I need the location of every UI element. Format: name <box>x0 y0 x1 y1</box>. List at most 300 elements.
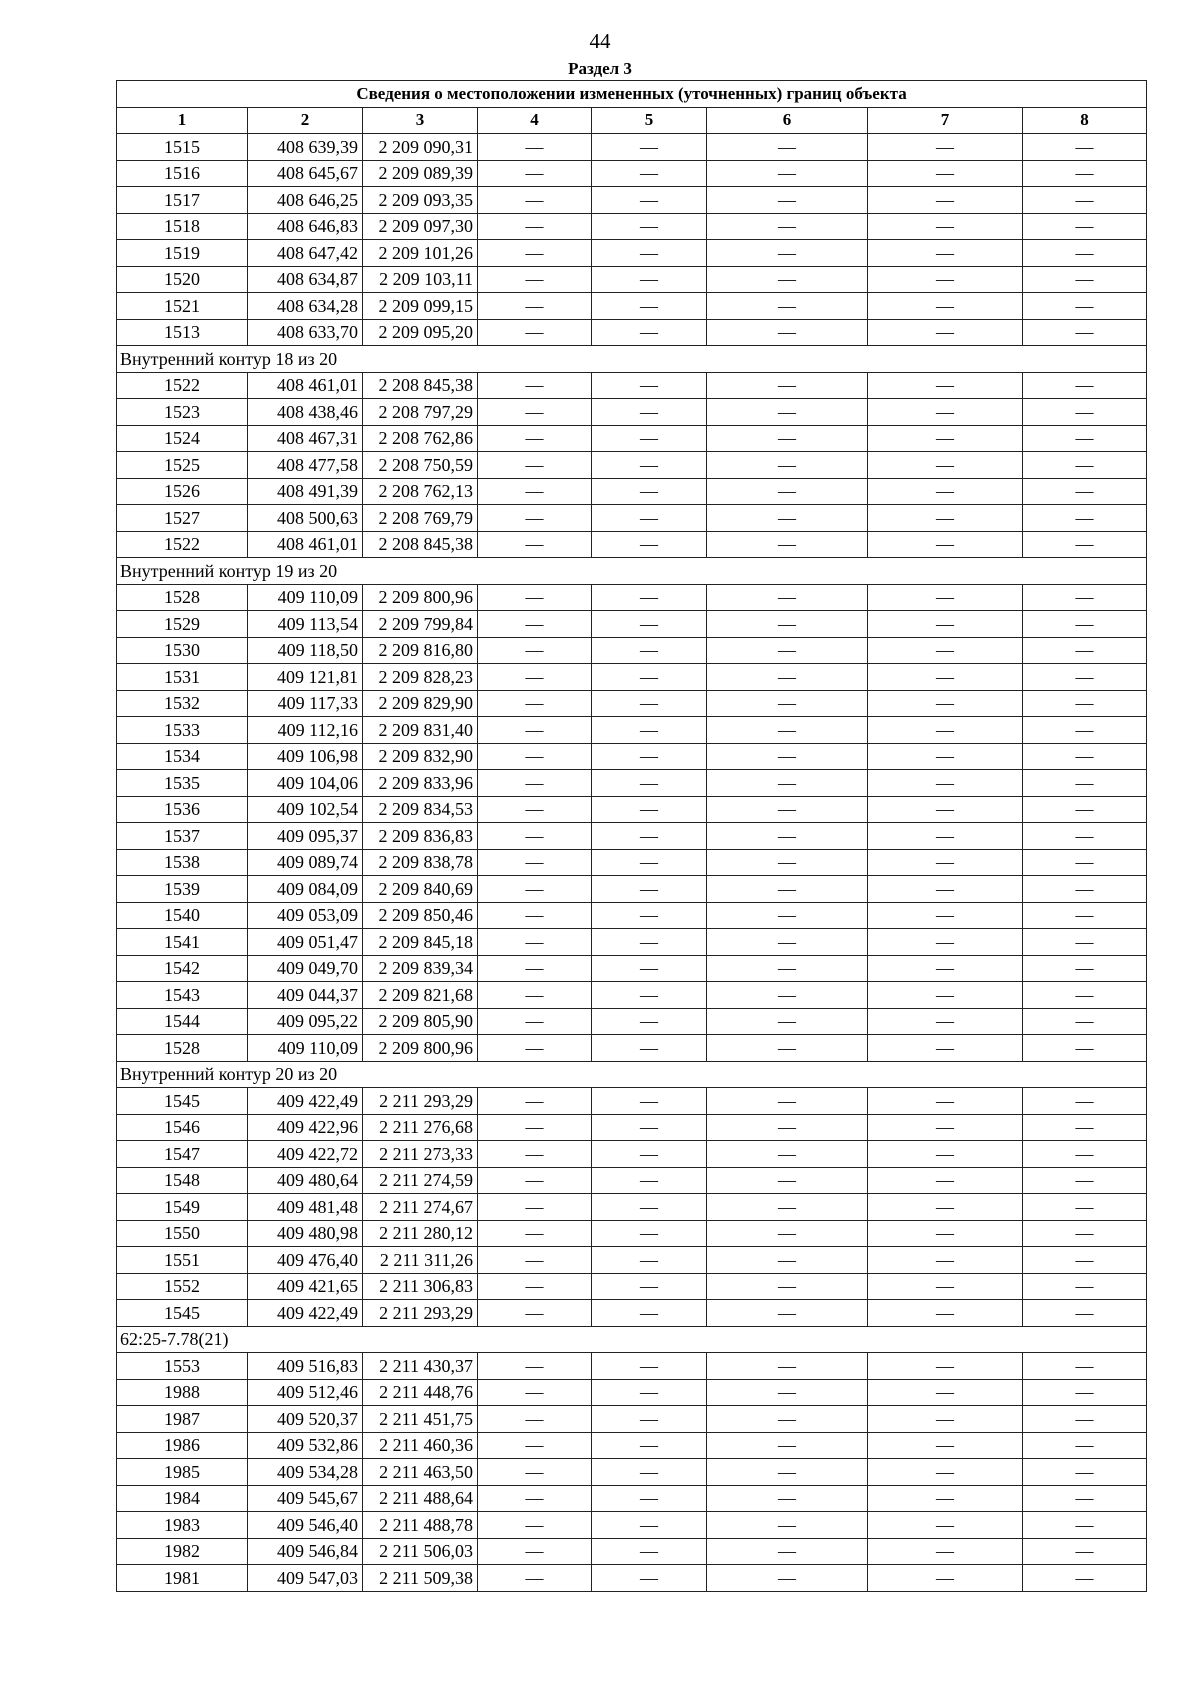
x-coordinate-cell: 408 639,39 <box>248 134 363 161</box>
empty-dash-cell: — <box>868 902 1023 929</box>
table-row <box>117 319 1147 346</box>
empty-dash-cell: — <box>478 1485 592 1512</box>
empty-dash-cell: — <box>707 478 868 505</box>
point-number-cell: 1515 <box>117 134 248 161</box>
empty-dash-cell: — <box>478 982 592 1009</box>
empty-dash-cell: — <box>478 240 592 267</box>
y-coordinate-cell: 2 211 274,67 <box>363 1194 478 1221</box>
point-number-cell: 1517 <box>117 187 248 214</box>
empty-dash-cell: — <box>1023 1512 1147 1539</box>
point-number-cell: 1530 <box>117 637 248 664</box>
point-number-cell: 1522 <box>117 531 248 558</box>
empty-dash-cell: — <box>868 372 1023 399</box>
y-coordinate-cell: 2 209 850,46 <box>363 902 478 929</box>
empty-dash-cell: — <box>1023 1406 1147 1433</box>
table-row <box>117 743 1147 770</box>
table-row <box>117 213 1147 240</box>
y-coordinate-cell: 2 209 101,26 <box>363 240 478 267</box>
empty-dash-cell: — <box>592 982 707 1009</box>
y-coordinate-cell: 2 209 832,90 <box>363 743 478 770</box>
empty-dash-cell: — <box>1023 1167 1147 1194</box>
point-number-cell: 1987 <box>117 1406 248 1433</box>
empty-dash-cell: — <box>592 1406 707 1433</box>
point-number-cell: 1983 <box>117 1512 248 1539</box>
point-number-cell: 1550 <box>117 1220 248 1247</box>
empty-dash-cell: — <box>707 399 868 426</box>
empty-dash-cell: — <box>868 743 1023 770</box>
x-coordinate-cell: 409 121,81 <box>248 664 363 691</box>
y-coordinate-cell: 2 211 293,29 <box>363 1300 478 1327</box>
empty-dash-cell: — <box>478 160 592 187</box>
empty-dash-cell: — <box>478 1353 592 1380</box>
contour-group-row <box>117 558 1147 585</box>
x-coordinate-cell: 408 634,28 <box>248 293 363 320</box>
empty-dash-cell: — <box>868 1406 1023 1433</box>
empty-dash-cell: — <box>868 266 1023 293</box>
empty-dash-cell: — <box>592 743 707 770</box>
empty-dash-cell: — <box>707 1167 868 1194</box>
empty-dash-cell: — <box>1023 982 1147 1009</box>
table-caption-row <box>117 81 1147 108</box>
point-number-cell: 1552 <box>117 1273 248 1300</box>
column-header-row <box>117 107 1147 134</box>
empty-dash-cell: — <box>592 1220 707 1247</box>
column-header-3: 3 <box>363 107 478 134</box>
empty-dash-cell: — <box>707 1114 868 1141</box>
x-coordinate-cell: 409 546,84 <box>248 1538 363 1565</box>
empty-dash-cell: — <box>707 637 868 664</box>
empty-dash-cell: — <box>592 240 707 267</box>
x-coordinate-cell: 409 546,40 <box>248 1512 363 1539</box>
table-caption: Сведения о местоположении измененных (уточненных) границ объекта <box>117 81 1147 108</box>
empty-dash-cell: — <box>478 849 592 876</box>
empty-dash-cell: — <box>707 1406 868 1433</box>
empty-dash-cell: — <box>868 1485 1023 1512</box>
empty-dash-cell: — <box>868 1035 1023 1062</box>
point-number-cell: 1534 <box>117 743 248 770</box>
table-row <box>117 160 1147 187</box>
table-row <box>117 717 1147 744</box>
y-coordinate-cell: 2 211 430,37 <box>363 1353 478 1380</box>
column-header-1: 1 <box>117 107 248 134</box>
empty-dash-cell: — <box>592 266 707 293</box>
empty-dash-cell: — <box>707 160 868 187</box>
empty-dash-cell: — <box>592 876 707 903</box>
empty-dash-cell: — <box>1023 160 1147 187</box>
table-row <box>117 876 1147 903</box>
empty-dash-cell: — <box>478 531 592 558</box>
empty-dash-cell: — <box>1023 1379 1147 1406</box>
empty-dash-cell: — <box>478 1538 592 1565</box>
point-number-cell: 1519 <box>117 240 248 267</box>
y-coordinate-cell: 2 209 828,23 <box>363 664 478 691</box>
empty-dash-cell: — <box>478 452 592 479</box>
empty-dash-cell: — <box>1023 213 1147 240</box>
empty-dash-cell: — <box>707 955 868 982</box>
contour-group-label: Внутренний контур 20 из 20 <box>117 1061 1147 1088</box>
table-row <box>117 1300 1147 1327</box>
empty-dash-cell: — <box>592 1565 707 1592</box>
empty-dash-cell: — <box>1023 770 1147 797</box>
y-coordinate-cell: 2 211 274,59 <box>363 1167 478 1194</box>
table-row <box>117 187 1147 214</box>
empty-dash-cell: — <box>868 1300 1023 1327</box>
empty-dash-cell: — <box>478 876 592 903</box>
empty-dash-cell: — <box>478 584 592 611</box>
x-coordinate-cell: 409 102,54 <box>248 796 363 823</box>
table-row <box>117 372 1147 399</box>
table-row <box>117 849 1147 876</box>
point-number-cell: 1513 <box>117 319 248 346</box>
empty-dash-cell: — <box>1023 319 1147 346</box>
empty-dash-cell: — <box>1023 690 1147 717</box>
empty-dash-cell: — <box>478 399 592 426</box>
empty-dash-cell: — <box>707 1485 868 1512</box>
boundary-coordinates-table <box>116 80 1147 1592</box>
empty-dash-cell: — <box>707 876 868 903</box>
empty-dash-cell: — <box>707 1194 868 1221</box>
empty-dash-cell: — <box>1023 293 1147 320</box>
x-coordinate-cell: 409 520,37 <box>248 1406 363 1433</box>
empty-dash-cell: — <box>1023 372 1147 399</box>
point-number-cell: 1526 <box>117 478 248 505</box>
y-coordinate-cell: 2 209 799,84 <box>363 611 478 638</box>
empty-dash-cell: — <box>707 213 868 240</box>
point-number-cell: 1527 <box>117 505 248 532</box>
empty-dash-cell: — <box>478 664 592 691</box>
empty-dash-cell: — <box>592 505 707 532</box>
empty-dash-cell: — <box>707 1565 868 1592</box>
empty-dash-cell: — <box>478 1035 592 1062</box>
table-row <box>117 1379 1147 1406</box>
x-coordinate-cell: 408 461,01 <box>248 372 363 399</box>
table-row <box>117 134 1147 161</box>
point-number-cell: 1522 <box>117 372 248 399</box>
empty-dash-cell: — <box>868 1220 1023 1247</box>
point-number-cell: 1538 <box>117 849 248 876</box>
empty-dash-cell: — <box>707 929 868 956</box>
point-number-cell: 1548 <box>117 1167 248 1194</box>
empty-dash-cell: — <box>868 1512 1023 1539</box>
x-coordinate-cell: 409 534,28 <box>248 1459 363 1486</box>
empty-dash-cell: — <box>707 1432 868 1459</box>
empty-dash-cell: — <box>707 743 868 770</box>
contour-group-row <box>117 1326 1147 1353</box>
empty-dash-cell: — <box>592 1459 707 1486</box>
empty-dash-cell: — <box>868 160 1023 187</box>
table-row <box>117 1194 1147 1221</box>
y-coordinate-cell: 2 209 833,96 <box>363 770 478 797</box>
y-coordinate-cell: 2 209 093,35 <box>363 187 478 214</box>
y-coordinate-cell: 2 208 769,79 <box>363 505 478 532</box>
empty-dash-cell: — <box>1023 478 1147 505</box>
empty-dash-cell: — <box>868 1273 1023 1300</box>
table-row <box>117 1406 1147 1433</box>
point-number-cell: 1541 <box>117 929 248 956</box>
table-row <box>117 1512 1147 1539</box>
table-row <box>117 796 1147 823</box>
empty-dash-cell: — <box>707 187 868 214</box>
empty-dash-cell: — <box>868 1194 1023 1221</box>
column-header-7: 7 <box>868 107 1023 134</box>
point-number-cell: 1988 <box>117 1379 248 1406</box>
x-coordinate-cell: 409 532,86 <box>248 1432 363 1459</box>
empty-dash-cell: — <box>592 1114 707 1141</box>
empty-dash-cell: — <box>707 849 868 876</box>
table-row <box>117 955 1147 982</box>
empty-dash-cell: — <box>707 319 868 346</box>
empty-dash-cell: — <box>478 796 592 823</box>
empty-dash-cell: — <box>707 770 868 797</box>
point-number-cell: 1981 <box>117 1565 248 1592</box>
y-coordinate-cell: 2 209 838,78 <box>363 849 478 876</box>
empty-dash-cell: — <box>592 187 707 214</box>
y-coordinate-cell: 2 211 273,33 <box>363 1141 478 1168</box>
empty-dash-cell: — <box>707 690 868 717</box>
x-coordinate-cell: 409 110,09 <box>248 584 363 611</box>
empty-dash-cell: — <box>592 1273 707 1300</box>
empty-dash-cell: — <box>592 1035 707 1062</box>
table-row <box>117 452 1147 479</box>
table-row <box>117 1273 1147 1300</box>
empty-dash-cell: — <box>478 1565 592 1592</box>
empty-dash-cell: — <box>592 637 707 664</box>
point-number-cell: 1535 <box>117 770 248 797</box>
empty-dash-cell: — <box>592 1538 707 1565</box>
empty-dash-cell: — <box>868 664 1023 691</box>
y-coordinate-cell: 2 211 488,64 <box>363 1485 478 1512</box>
empty-dash-cell: — <box>1023 796 1147 823</box>
empty-dash-cell: — <box>707 372 868 399</box>
empty-dash-cell: — <box>478 770 592 797</box>
y-coordinate-cell: 2 211 280,12 <box>363 1220 478 1247</box>
point-number-cell: 1533 <box>117 717 248 744</box>
table-row <box>117 1167 1147 1194</box>
empty-dash-cell: — <box>707 1088 868 1115</box>
empty-dash-cell: — <box>868 1432 1023 1459</box>
empty-dash-cell: — <box>478 1088 592 1115</box>
empty-dash-cell: — <box>868 1167 1023 1194</box>
empty-dash-cell: — <box>592 1432 707 1459</box>
empty-dash-cell: — <box>707 134 868 161</box>
empty-dash-cell: — <box>478 1512 592 1539</box>
y-coordinate-cell: 2 209 090,31 <box>363 134 478 161</box>
contour-group-row <box>117 1061 1147 1088</box>
empty-dash-cell: — <box>707 266 868 293</box>
empty-dash-cell: — <box>1023 743 1147 770</box>
empty-dash-cell: — <box>868 478 1023 505</box>
empty-dash-cell: — <box>478 505 592 532</box>
empty-dash-cell: — <box>592 902 707 929</box>
empty-dash-cell: — <box>707 1538 868 1565</box>
point-number-cell: 1543 <box>117 982 248 1009</box>
point-number-cell: 1553 <box>117 1353 248 1380</box>
x-coordinate-cell: 409 089,74 <box>248 849 363 876</box>
empty-dash-cell: — <box>1023 637 1147 664</box>
x-coordinate-cell: 409 112,16 <box>248 717 363 744</box>
y-coordinate-cell: 2 209 836,83 <box>363 823 478 850</box>
x-coordinate-cell: 409 422,72 <box>248 1141 363 1168</box>
empty-dash-cell: — <box>1023 717 1147 744</box>
point-number-cell: 1528 <box>117 584 248 611</box>
table-row <box>117 982 1147 1009</box>
empty-dash-cell: — <box>1023 584 1147 611</box>
empty-dash-cell: — <box>1023 929 1147 956</box>
x-coordinate-cell: 408 467,31 <box>248 425 363 452</box>
table-row <box>117 823 1147 850</box>
y-coordinate-cell: 2 209 800,96 <box>363 584 478 611</box>
point-number-cell: 1544 <box>117 1008 248 1035</box>
empty-dash-cell: — <box>592 293 707 320</box>
empty-dash-cell: — <box>478 717 592 744</box>
x-coordinate-cell: 408 500,63 <box>248 505 363 532</box>
table-row <box>117 1035 1147 1062</box>
empty-dash-cell: — <box>868 1538 1023 1565</box>
empty-dash-cell: — <box>707 902 868 929</box>
table-row <box>117 1565 1147 1592</box>
empty-dash-cell: — <box>592 611 707 638</box>
empty-dash-cell: — <box>1023 849 1147 876</box>
empty-dash-cell: — <box>707 1220 868 1247</box>
empty-dash-cell: — <box>1023 531 1147 558</box>
section-title: Раздел 3 <box>568 59 632 78</box>
table-row <box>117 1141 1147 1168</box>
empty-dash-cell: — <box>707 1353 868 1380</box>
empty-dash-cell: — <box>868 319 1023 346</box>
x-coordinate-cell: 409 051,47 <box>248 929 363 956</box>
point-number-cell: 1551 <box>117 1247 248 1274</box>
empty-dash-cell: — <box>1023 1353 1147 1380</box>
empty-dash-cell: — <box>478 637 592 664</box>
empty-dash-cell: — <box>707 1008 868 1035</box>
empty-dash-cell: — <box>707 1459 868 1486</box>
empty-dash-cell: — <box>478 929 592 956</box>
empty-dash-cell: — <box>1023 266 1147 293</box>
table-row <box>117 266 1147 293</box>
empty-dash-cell: — <box>478 1194 592 1221</box>
empty-dash-cell: — <box>592 1485 707 1512</box>
empty-dash-cell: — <box>707 1273 868 1300</box>
table-row <box>117 1114 1147 1141</box>
empty-dash-cell: — <box>1023 1035 1147 1062</box>
empty-dash-cell: — <box>1023 1459 1147 1486</box>
empty-dash-cell: — <box>1023 1194 1147 1221</box>
x-coordinate-cell: 408 646,83 <box>248 213 363 240</box>
empty-dash-cell: — <box>478 1459 592 1486</box>
column-header-4: 4 <box>478 107 592 134</box>
table-row <box>117 1485 1147 1512</box>
y-coordinate-cell: 2 209 103,11 <box>363 266 478 293</box>
empty-dash-cell: — <box>592 690 707 717</box>
x-coordinate-cell: 409 117,33 <box>248 690 363 717</box>
contour-group-label: Внутренний контур 19 из 20 <box>117 558 1147 585</box>
point-number-cell: 1986 <box>117 1432 248 1459</box>
y-coordinate-cell: 2 208 762,13 <box>363 478 478 505</box>
empty-dash-cell: — <box>707 584 868 611</box>
empty-dash-cell: — <box>868 293 1023 320</box>
empty-dash-cell: — <box>868 955 1023 982</box>
empty-dash-cell: — <box>478 1273 592 1300</box>
table-row <box>117 505 1147 532</box>
y-coordinate-cell: 2 211 506,03 <box>363 1538 478 1565</box>
x-coordinate-cell: 409 422,49 <box>248 1088 363 1115</box>
empty-dash-cell: — <box>592 399 707 426</box>
x-coordinate-cell: 409 095,37 <box>248 823 363 850</box>
empty-dash-cell: — <box>592 134 707 161</box>
y-coordinate-cell: 2 208 750,59 <box>363 452 478 479</box>
y-coordinate-cell: 2 209 089,39 <box>363 160 478 187</box>
point-number-cell: 1546 <box>117 1114 248 1141</box>
empty-dash-cell: — <box>1023 1220 1147 1247</box>
empty-dash-cell: — <box>592 1088 707 1115</box>
empty-dash-cell: — <box>1023 1141 1147 1168</box>
empty-dash-cell: — <box>868 876 1023 903</box>
point-number-cell: 1549 <box>117 1194 248 1221</box>
x-coordinate-cell: 408 461,01 <box>248 531 363 558</box>
y-coordinate-cell: 2 211 463,50 <box>363 1459 478 1486</box>
empty-dash-cell: — <box>592 160 707 187</box>
empty-dash-cell: — <box>707 823 868 850</box>
table-row <box>117 902 1147 929</box>
point-number-cell: 1529 <box>117 611 248 638</box>
empty-dash-cell: — <box>478 266 592 293</box>
empty-dash-cell: — <box>478 955 592 982</box>
table-row <box>117 478 1147 505</box>
table-row <box>117 425 1147 452</box>
table-row <box>117 1353 1147 1380</box>
contour-group-label: 62:25-7.78(21) <box>117 1326 1147 1353</box>
point-number-cell: 1545 <box>117 1300 248 1327</box>
empty-dash-cell: — <box>707 505 868 532</box>
empty-dash-cell: — <box>1023 876 1147 903</box>
empty-dash-cell: — <box>478 1167 592 1194</box>
table-row <box>117 399 1147 426</box>
empty-dash-cell: — <box>868 1088 1023 1115</box>
empty-dash-cell: — <box>1023 664 1147 691</box>
empty-dash-cell: — <box>478 1300 592 1327</box>
point-number-cell: 1531 <box>117 664 248 691</box>
x-coordinate-cell: 408 477,58 <box>248 452 363 479</box>
table-row <box>117 770 1147 797</box>
empty-dash-cell: — <box>478 823 592 850</box>
x-coordinate-cell: 409 545,67 <box>248 1485 363 1512</box>
y-coordinate-cell: 2 209 845,18 <box>363 929 478 956</box>
x-coordinate-cell: 409 053,09 <box>248 902 363 929</box>
x-coordinate-cell: 409 512,46 <box>248 1379 363 1406</box>
y-coordinate-cell: 2 211 276,68 <box>363 1114 478 1141</box>
empty-dash-cell: — <box>592 1247 707 1274</box>
x-coordinate-cell: 409 049,70 <box>248 955 363 982</box>
empty-dash-cell: — <box>592 452 707 479</box>
empty-dash-cell: — <box>478 902 592 929</box>
empty-dash-cell: — <box>1023 1565 1147 1592</box>
empty-dash-cell: — <box>868 584 1023 611</box>
point-number-cell: 1545 <box>117 1088 248 1115</box>
empty-dash-cell: — <box>592 1353 707 1380</box>
x-coordinate-cell: 408 438,46 <box>248 399 363 426</box>
empty-dash-cell: — <box>478 1406 592 1433</box>
empty-dash-cell: — <box>1023 902 1147 929</box>
column-header-8: 8 <box>1023 107 1147 134</box>
empty-dash-cell: — <box>868 929 1023 956</box>
point-number-cell: 1523 <box>117 399 248 426</box>
table-row <box>117 1459 1147 1486</box>
empty-dash-cell: — <box>1023 1538 1147 1565</box>
empty-dash-cell: — <box>592 796 707 823</box>
empty-dash-cell: — <box>478 372 592 399</box>
point-number-cell: 1525 <box>117 452 248 479</box>
point-number-cell: 1984 <box>117 1485 248 1512</box>
